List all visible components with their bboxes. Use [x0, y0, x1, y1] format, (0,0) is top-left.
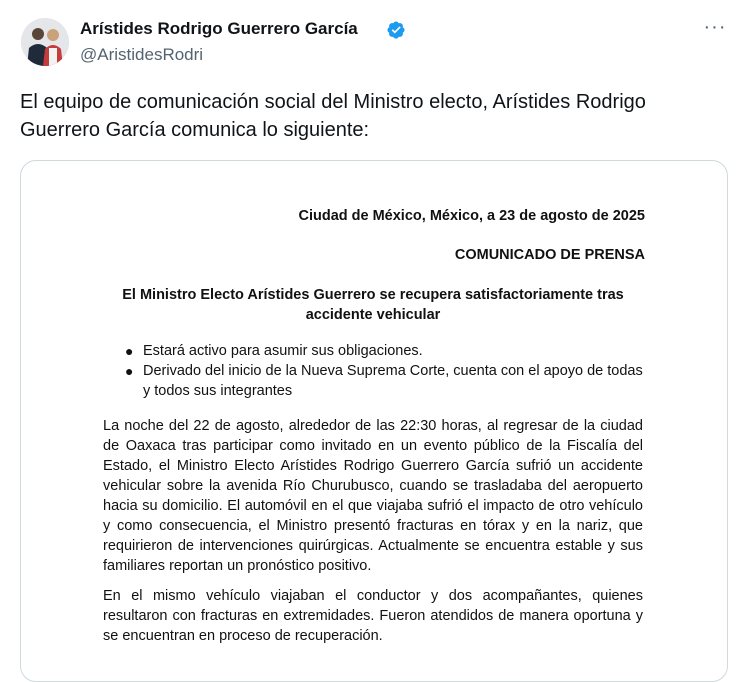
bullet-item	[103, 361, 643, 401]
document-headline: El Ministro Electo Arístides Guerrero se recupera satisfactoriamente tras accidente vehicular	[122, 287, 624, 323]
avatar-photo	[21, 18, 69, 66]
bullet-item	[103, 341, 643, 361]
tweet-media-image[interactable]	[20, 160, 728, 682]
more-options-icon[interactable]: ···	[703, 16, 727, 38]
bullet-list	[103, 341, 643, 401]
document-paragraph: En el mismo vehículo viajaban el conductor y dos acompañantes, quienes resultaron con fracturas en extremidades. Fueron atendidos de manera oportuna y se encuentran en proceso de recuperación.	[103, 588, 643, 644]
bullet-icon: ●	[125, 343, 134, 359]
bullet-icon: ●	[125, 363, 134, 379]
display-name[interactable]: Arístides Rodrigo Guerrero García	[80, 19, 358, 38]
tweet-header	[0, 0, 748, 80]
document-paragraph: La noche del 22 de agosto, alrededor de las 22:30 horas, al regresar de la ciudad de Oaxaca tras participar como invitado en un evento público de la Fiscalía del Estado, el Ministro Electo Arístides Rodrigo Guerrero García sufrió un accidente vehicular sobre la avenida Río Churubusco, cuando se trasladaba del aeropuerto hacia su domicilio. El automóvil en el que viajaba sufrió el impacto de otro vehículo y como consecuencia, el Ministro presentó fracturas en tórax y en la nariz, que requirieron de intervenciones quirúrgicas. Actualmente se encuentra estable y sus familiares reportan un pronóstico positivo.	[103, 418, 643, 574]
bullet-text: Estará activo para asumir sus obligaciones.	[143, 343, 423, 359]
tweet-text: El equipo de comunicación social del Ministro electo, Arístides Rodrigo Guerrero García comunica lo siguiente:	[20, 91, 646, 141]
verified-badge-icon	[386, 20, 406, 40]
document-type: COMUNICADO DE PRENSA	[454, 247, 645, 263]
bullet-text: Derivado del inicio de la Nueva Suprema Corte, cuenta con el apoyo de todas y todos sus integrantes	[143, 363, 643, 399]
document-date: Ciudad de México, México, a 23 de agosto de 2025	[298, 208, 645, 224]
press-release-document	[21, 161, 727, 681]
user-handle[interactable]: @AristidesRodri	[80, 45, 204, 64]
avatar[interactable]	[21, 18, 69, 66]
